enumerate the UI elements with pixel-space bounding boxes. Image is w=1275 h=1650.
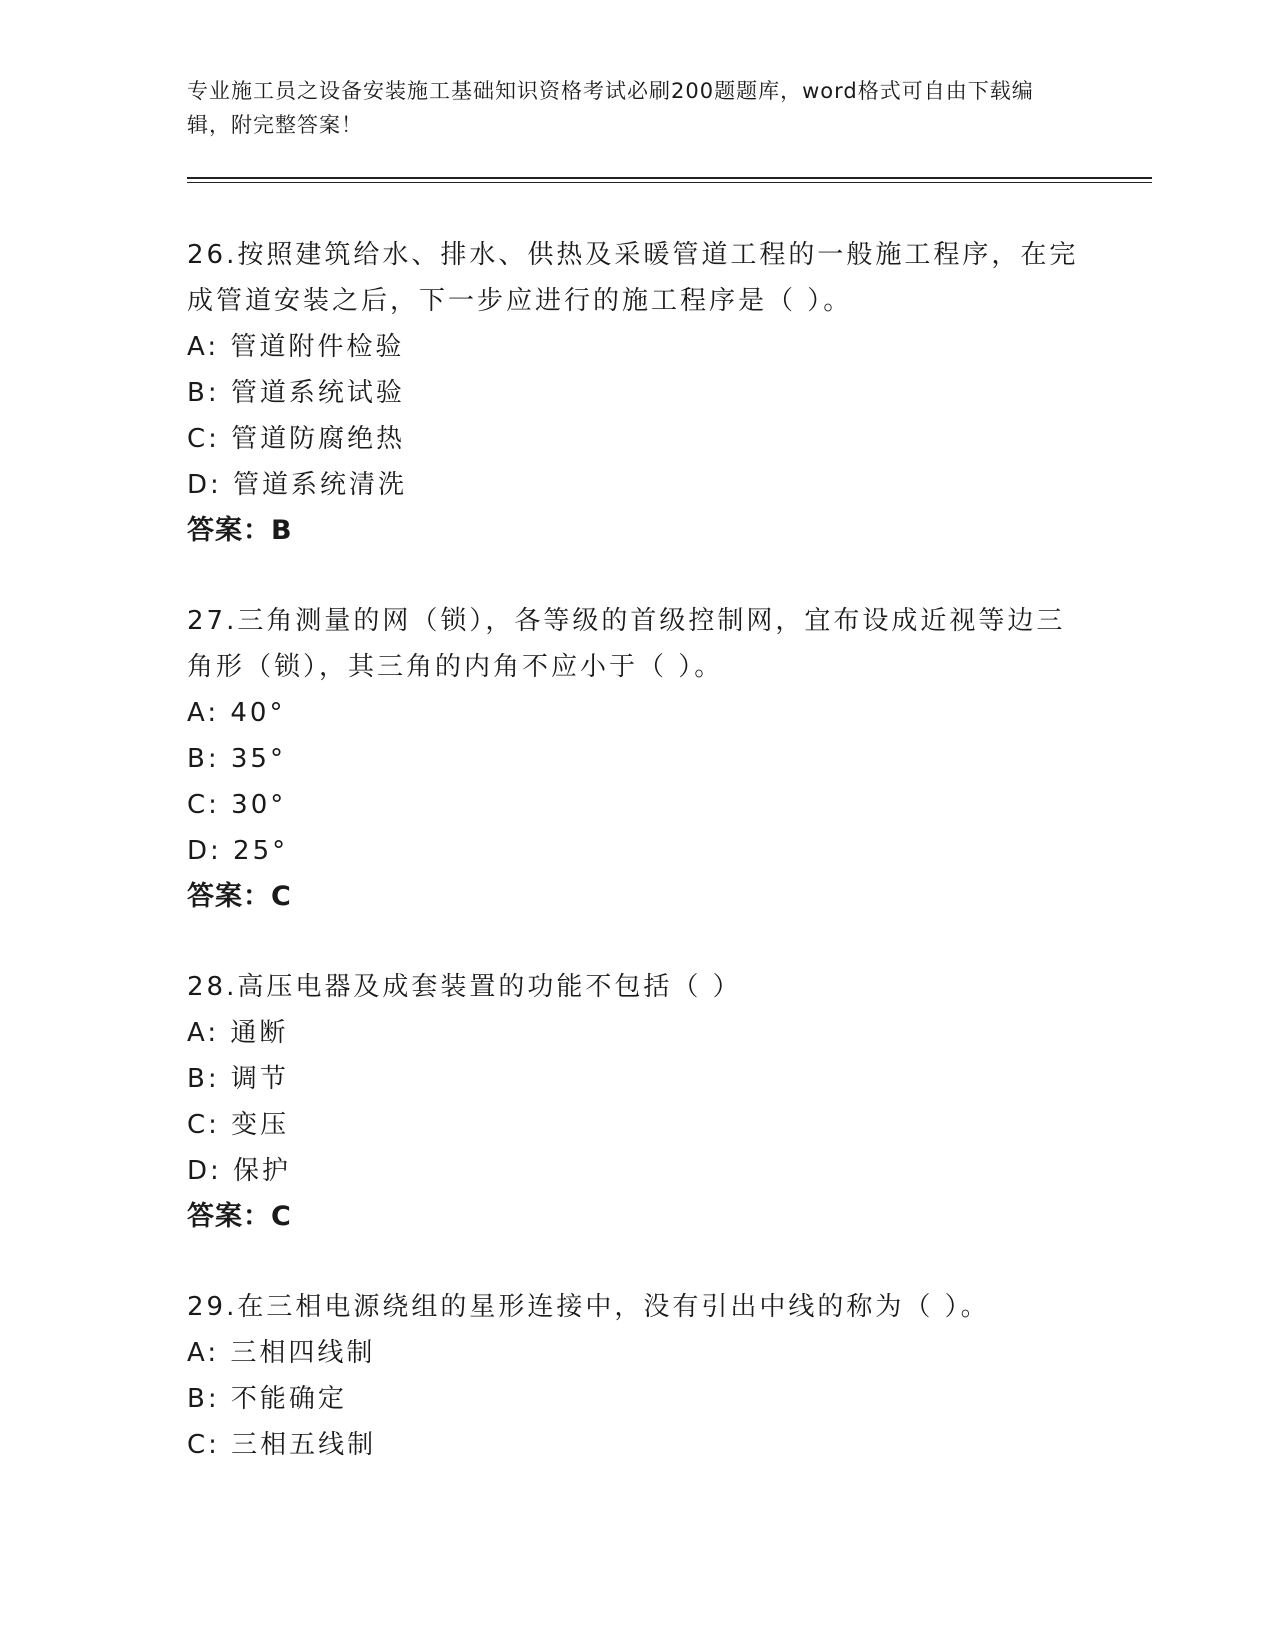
option-d: D: 管道系统清洗 bbox=[187, 470, 408, 500]
answer-line: 答案：C bbox=[187, 1201, 292, 1232]
option-a: A: 通断 bbox=[187, 1018, 289, 1048]
option-c: C: 30° bbox=[187, 790, 287, 820]
option-a: A: 管道附件检验 bbox=[187, 332, 405, 362]
option-d: D: 保护 bbox=[187, 1156, 292, 1186]
document-header bbox=[187, 74, 1067, 142]
question-27 bbox=[187, 598, 1087, 920]
option-b: B: 管道系统试验 bbox=[187, 378, 405, 408]
option-b: B: 调节 bbox=[187, 1064, 289, 1094]
option-c: C: 变压 bbox=[187, 1110, 290, 1140]
question-stem: 26.按照建筑给水、排水、供热及采暖管道工程的一般施工程序，在完成管道安装之后，下一步应进行的施工程序是（ ）。 bbox=[187, 240, 1079, 316]
header-rule-thick bbox=[187, 177, 1152, 179]
option-d: D: 25° bbox=[187, 836, 289, 866]
option-b: B: 35° bbox=[187, 744, 286, 774]
question-stem: 27.三角测量的网（锁），各等级的首级控制网，宜布设成近视等边三角形（锁），其三角的内角不应小于（ ）。 bbox=[187, 606, 1066, 682]
question-29 bbox=[187, 1284, 1087, 1468]
question-28 bbox=[187, 964, 1087, 1240]
answer-line: 答案：B bbox=[187, 515, 293, 546]
question-stem: 28.高压电器及成套装置的功能不包括（ ） bbox=[187, 972, 742, 1002]
option-c: C: 管道防腐绝热 bbox=[187, 424, 406, 454]
option-a: A: 三相四线制 bbox=[187, 1338, 376, 1368]
question-stem: 29.在三相电源绕组的星形连接中，没有引出中线的称为（ ）。 bbox=[187, 1292, 990, 1322]
option-a: A: 40° bbox=[187, 698, 286, 728]
header-rule-thin bbox=[187, 182, 1152, 183]
answer-line: 答案：C bbox=[187, 881, 292, 912]
header-text: 专业施工员之设备安装施工基础知识资格考试必刷200题题库，word格式可自由下载编辑，附完整答案！ bbox=[187, 79, 1034, 137]
option-b: B: 不能确定 bbox=[187, 1384, 347, 1414]
question-26 bbox=[187, 232, 1087, 554]
option-c: C: 三相五线制 bbox=[187, 1430, 377, 1460]
question-list bbox=[187, 232, 1087, 1512]
